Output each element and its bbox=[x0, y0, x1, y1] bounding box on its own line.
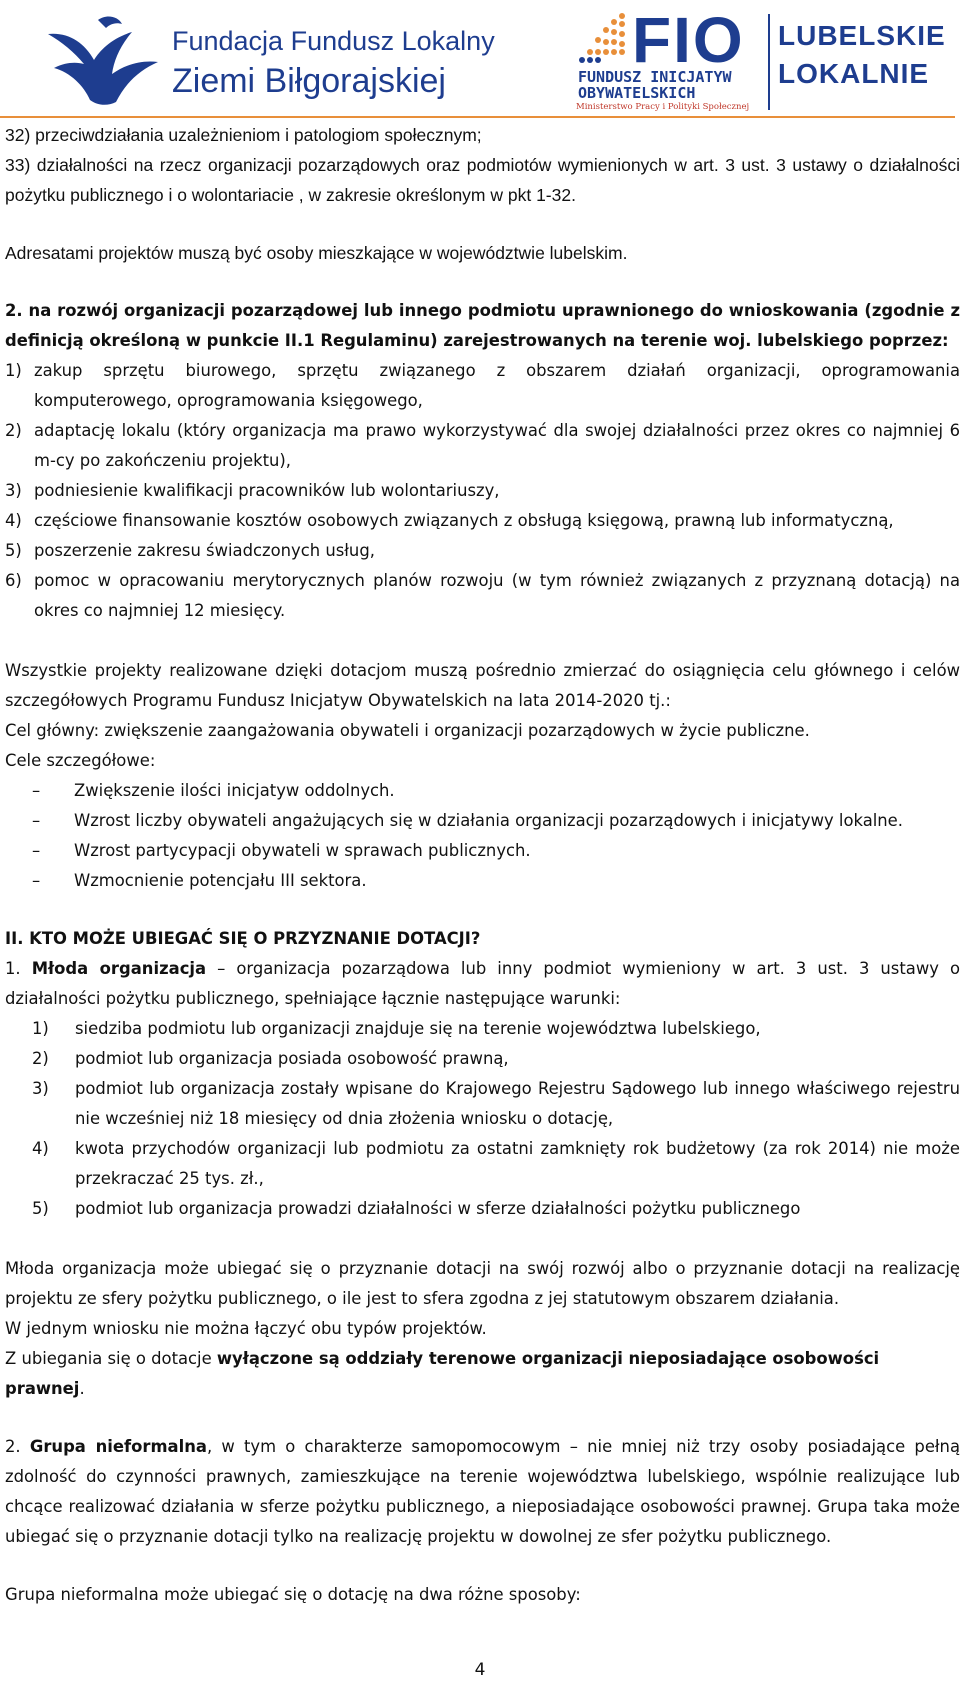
list-item: 3) podniesienie kwalifikacji pracowników lub wolontariuszy, bbox=[5, 481, 500, 500]
document-body bbox=[5, 120, 960, 1610]
one-application-note: W jednym wniosku nie można łączyć obu typów projektów. bbox=[5, 1319, 487, 1338]
young-org-definition: 1. Młoda organizacja – organizacja pozarządowa lub inny podmiot wymieniony w art. 3 ust. 3 ustawy o działalności pożytku publicznego, spełniające łącznie następujące warunki: bbox=[5, 959, 960, 1008]
fundacja-logo bbox=[40, 12, 495, 112]
fio-logo-line1: FUNDUSZ INICJATYW bbox=[578, 68, 732, 86]
specific-goals-label: Cele szczegółowe: bbox=[5, 751, 156, 770]
lubelskie-logo-line1: LUBELSKIE bbox=[778, 20, 946, 51]
fio-logo-line2: OBYWATELSKICH bbox=[578, 84, 696, 102]
section2-list bbox=[5, 356, 960, 626]
list-item: 5) poszerzenie zakresu świadczonych usług, bbox=[5, 541, 375, 560]
dots-icon bbox=[576, 10, 632, 66]
conditions-list bbox=[5, 1014, 960, 1224]
list-item: 3) podmiot lub organizacja zostały wpisane do Krajowego Rejestru Sądowego lub innego właściwego rejestru nie wcześniej niż 18 miesięcy od dnia złożenia wniosku o dotację, bbox=[32, 1079, 960, 1128]
section-ii-heading: II. KTO MOŻE UBIEGAĆ SIĘ O PRZYZNANIE DOTACJI? bbox=[5, 929, 481, 948]
bird-logo-icon bbox=[40, 12, 164, 112]
exclusion-note: Z ubiegania się o dotacje wyłączone są oddziały terenowe organizacji nieposiadające osobowości prawnej. bbox=[5, 1349, 880, 1398]
list-item: 6) pomoc w opracowaniu merytorycznych planów rozwoju (w tym również związanych z przyznaną dotacją) na okres co najmniej 12 miesięcy. bbox=[5, 571, 960, 620]
header-rule bbox=[0, 116, 955, 118]
list-item: 1) zakup sprzętu biurowego, sprzętu związanego z obszarem działań organizacji, oprogramowania komputerowego, oprogramowania księgowego, bbox=[5, 361, 960, 410]
fundacja-logo-line2: Ziemi Biłgorajskiej bbox=[172, 62, 446, 100]
addressees-text: Adresatami projektów muszą być osoby mieszkające w województwie lubelskim. bbox=[5, 243, 628, 263]
specific-goals-list bbox=[5, 776, 960, 896]
list-item: – Wzrost liczby obywateli angażujących się w działania organizacji pozarządowych i inicjatywy lokalne. bbox=[32, 811, 903, 830]
goals-intro: Wszystkie projekty realizowane dzięki dotacjom muszą pośrednio zmierzać do osiągnięcia celu głównego i celów szczegółowych Programu Fundusz Inicjatyw Obywatelskich na lata 2014-2020 tj.: bbox=[5, 661, 960, 710]
list-item: – Wzmocnienie potencjału III sektora. bbox=[32, 871, 367, 890]
fio-logo-ministry: Ministerstwo Pracy i Polityki Społecznej bbox=[576, 102, 750, 112]
section2-heading: 2. na rozwój organizacji pozarządowej lub innego podmiotu uprawnionego do wnioskowania (zgodnie z definicją określoną w punkcie II.1 Regulaminu) zarejestrowanych na terenie woj. lubelskiego poprzez: bbox=[5, 301, 960, 350]
list-item: 2) adaptację lokalu (który organizacja ma prawo wykorzystywać dla swojej działalności przez okres co najmniej 6 m-cy po zakończeniu projektu), bbox=[5, 421, 960, 470]
item-32: 32) przeciwdziałania uzależnieniom i patologiom społecznym; bbox=[5, 125, 482, 145]
list-item: – Zwiększenie ilości inicjatyw oddolnych. bbox=[32, 781, 395, 800]
page-header bbox=[0, 0, 960, 118]
young-org-note: Młoda organizacja może ubiegać się o przyznanie dotacji na swój rozwój albo o przyznanie dotacji na realizację projektu ze sfery pożytku publicznego, o ile jest to sfera zgodna z jej statutowym obszarem działania. bbox=[5, 1259, 960, 1308]
list-item: 1) siedziba podmiotu lub organizacji znajduje się na terenie województwa lubelskiego, bbox=[32, 1019, 761, 1038]
fio-logo bbox=[576, 4, 754, 112]
list-item: 2) podmiot lub organizacja posiada osobowość prawną, bbox=[32, 1049, 509, 1068]
informal-group-definition: 2. Grupa nieformalna, w tym o charakterze samopomocowym – nie mniej niż trzy osoby posiadające pełną zdolność do czynności prawnych, zamieszkujące na terenie województwa lubelskiego, wspólnie realizujące lub chcące realizować działania w sferze pożytku publicznego, a nieposiadające osobowości prawnej. Grupa taka może ubiegać się o przyznanie dotacji tylko na realizację projektu w dowolnej ze sfer pożytku publicznego. bbox=[5, 1437, 960, 1546]
list-item: – Wzrost partycypacji obywateli w sprawach publicznych. bbox=[32, 841, 531, 860]
page-number: 4 bbox=[474, 1660, 486, 1680]
list-item: 5) podmiot lub organizacja prowadzi działalności w sferze działalności pożytku publicznego bbox=[32, 1199, 801, 1218]
fundacja-logo-line1: Fundacja Fundusz Lokalny bbox=[172, 26, 495, 56]
logo-divider bbox=[768, 14, 770, 110]
lubelskie-logo-line2: LOKALNIE bbox=[778, 58, 930, 89]
fio-logo-title: FIO bbox=[632, 4, 745, 76]
main-goal: Cel główny: zwiększenie zaangażowania obywateli i organizacji pozarządowych w życie publiczne. bbox=[5, 721, 810, 740]
list-item: 4) częściowe finansowanie kosztów osobowych związanych z obsługą księgową, prawną lub informatyczną, bbox=[5, 511, 894, 530]
informal-ways-text: Grupa nieformalna może ubiegać się o dotację na dwa różne sposoby: bbox=[5, 1585, 581, 1604]
list-item: 4) kwota przychodów organizacji lub podmiotu za ostatni zamknięty rok budżetowy (za rok 2014) nie może przekraczać 25 tys. zł., bbox=[32, 1139, 960, 1188]
item-33: 33) działalności na rzecz organizacji pozarządowych oraz podmiotów wymienionych w art. 3 ust. 3 ustawy o działalności pożytku publicznego i o wolontariacie , w zakresie określonym w pkt 1-32. bbox=[5, 155, 960, 205]
